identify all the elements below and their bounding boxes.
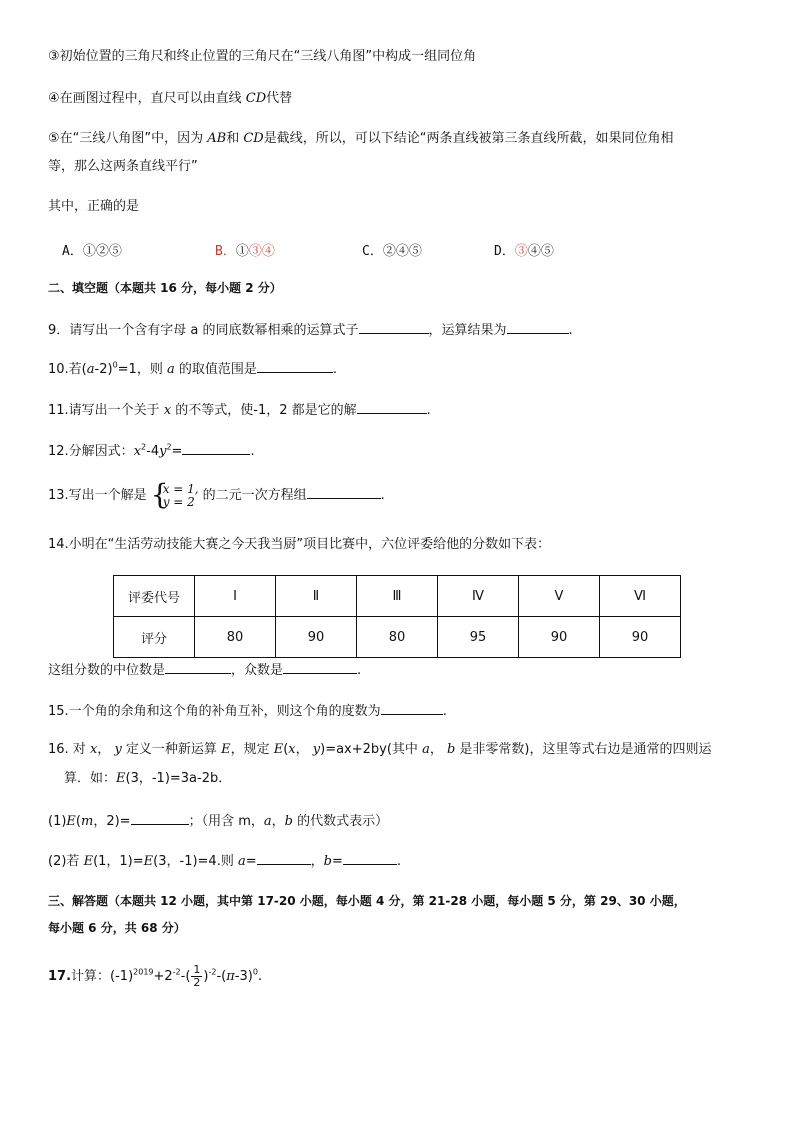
table-cell: Ⅰ: [195, 576, 276, 617]
question-9: 9．请写出一个含有字母 a 的同底数幂相乘的运算式子 ，运算结果为 .: [48, 320, 573, 340]
question-16-line2: 算．如：E(3，-1)=3a-2b．: [64, 771, 232, 786]
table-cell: 80: [357, 617, 438, 658]
table-cell: 90: [519, 617, 600, 658]
question-16-part2: (2)若 E(1，1)=E(3，-1)=4.则 a= ，b= .: [48, 851, 401, 871]
answer-blank[interactable]: [357, 400, 427, 414]
table-cell: Ⅲ: [357, 576, 438, 617]
option-a: A．①②⑤: [62, 244, 122, 259]
table-cell: Ⅵ: [600, 576, 681, 617]
table-cell: Ⅳ: [438, 576, 519, 617]
table-cell: Ⅱ: [276, 576, 357, 617]
table-header-cell: 评委代号: [114, 576, 195, 617]
table-cell: 90: [276, 617, 357, 658]
question-17: 17.计算：$(-1)^{2019}+2^{-2}-$( $\frac{1}{2}$ )$^{-2}-(\pi-3)^0$.: [48, 963, 263, 989]
statement-4: ④在画图过程中，直尺可以由直线 CD代替: [48, 91, 293, 106]
option-c: C．②④⑤: [362, 244, 422, 259]
statement-5-line1: ⑤在“三线八角图”中，因为 AB和 CD是截线，所以，可以下结论“两条直线被第三条直线所截，如果同位角相: [48, 131, 674, 146]
answer-blank[interactable]: [131, 811, 189, 825]
answer-blank[interactable]: [257, 851, 311, 865]
which-correct-prompt: 其中，正确的是: [48, 199, 140, 214]
answer-blank[interactable]: [307, 485, 381, 499]
question-14-answer: 这组分数的中位数是 ，众数是 .: [48, 660, 361, 680]
section-2-heading: 二、填空题（本题共 16 分，每小题 2 分）: [48, 281, 282, 295]
question-16-part1: (1)E(m，2)= ；（用含 m，a，b 的代数式表示）: [48, 811, 388, 831]
answer-blank[interactable]: [283, 660, 357, 674]
question-14: 14.小明在“生活劳动技能大赛之今天我当厨”项目比赛中，六位评委给他的分数如下表：: [48, 537, 551, 552]
table-header-cell: 评分: [114, 617, 195, 658]
answer-blank[interactable]: [359, 320, 429, 334]
statement-5-line2: 等，那么这两条直线平行”: [48, 159, 198, 174]
question-12: 12.分解因式：$x^2-4y^2=$ .: [48, 442, 255, 459]
answer-blank[interactable]: [182, 441, 250, 455]
equation-system-brace: { x = 1, y = 2: [150, 477, 199, 511]
table-cell: 80: [195, 617, 276, 658]
table-cell: 95: [438, 617, 519, 658]
table-cell: Ⅴ: [519, 576, 600, 617]
section-3-heading-line1: 三、解答题（本题共 12 小题，其中第 17-20 小题，每小题 4 分，第 21-28 小题，每小题 5 分，第 29、30 小题，: [48, 894, 686, 908]
table-cell: 90: [600, 617, 681, 658]
answer-blank[interactable]: [257, 359, 333, 373]
option-d: D．③④⑤: [494, 244, 554, 259]
statement-3: ③初始位置的三角尺和终止位置的三角尺在“三线八角图”中构成一组同位角: [48, 49, 477, 64]
answer-blank[interactable]: [343, 851, 397, 865]
fraction-one-half: $\frac{1}{2}$: [193, 963, 201, 989]
question-11: 11.请写出一个关于 x 的不等式，使-1，2 都是它的解 .: [48, 400, 431, 420]
scores-table: [113, 575, 681, 658]
table-row: [114, 617, 681, 658]
question-16-line1: 16. 对 x， y 定义一种新运算 E，规定 E(x， y)=ax+2by(其中 a， b 是非零常数)，这里等式右边是通常的四则运: [48, 742, 712, 757]
table-row: [114, 576, 681, 617]
answer-blank[interactable]: [507, 320, 569, 334]
option-b: B．①③④: [215, 244, 275, 259]
question-10: 10.若$(a-2)^0=1$，则 a 的取值范围是 .: [48, 360, 337, 377]
question-15: 15.一个角的余角和这个角的补角互补，则这个角的度数为 .: [48, 701, 447, 721]
answer-blank[interactable]: [381, 701, 443, 715]
section-3-heading-line2: 每小题 6 分，共 68 分）: [48, 921, 186, 935]
answer-blank[interactable]: [165, 660, 231, 674]
question-13: 13.写出一个解是 { x = 1, y = 2 的二元一次方程组 .: [48, 477, 385, 511]
